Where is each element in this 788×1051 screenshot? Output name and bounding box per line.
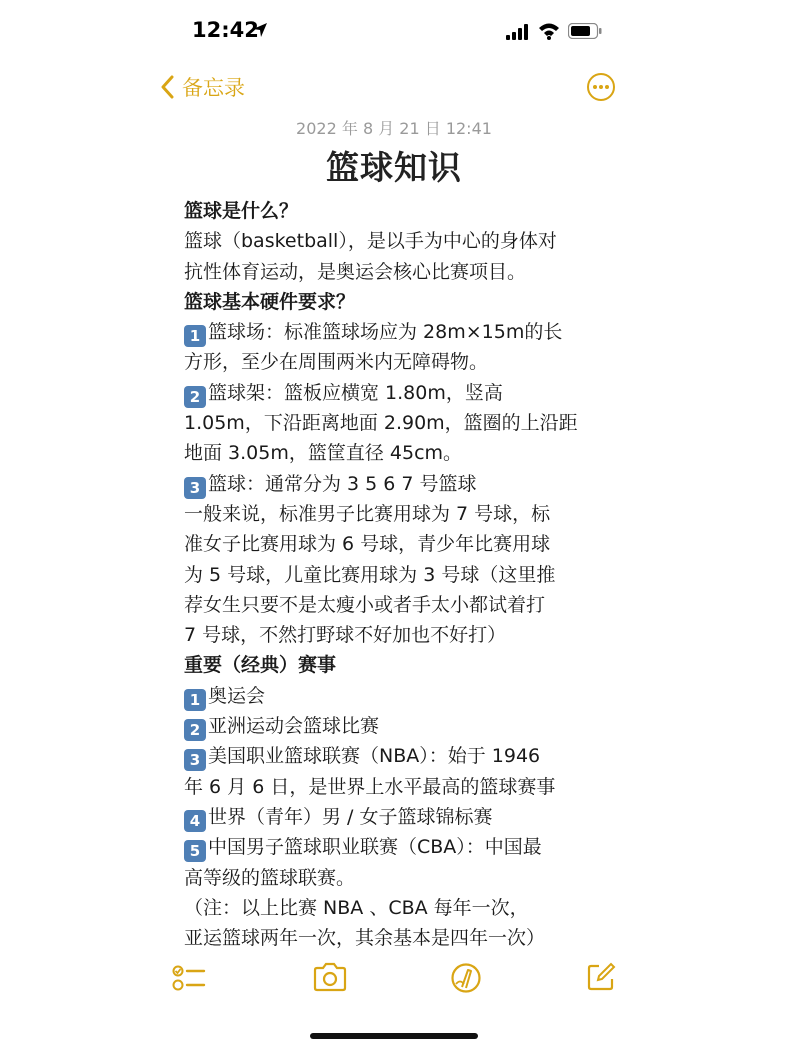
note-body[interactable] [184, 196, 614, 953]
keycap-number-icon: 1 [184, 325, 206, 347]
note-line [184, 347, 614, 377]
note-title[interactable]: 篮球知识 [326, 148, 462, 187]
location-arrow-icon [252, 22, 268, 42]
note-line-text: 准女子比赛用球为 6 号球，青少年比赛用球 [184, 533, 551, 556]
status-time: 12:42 [192, 18, 259, 42]
battery-icon [568, 23, 602, 43]
back-button[interactable] [160, 70, 245, 104]
note-line [184, 408, 614, 438]
markup-icon [450, 962, 482, 994]
note-line-text: 世界（青年）男 / 女子篮球锦标赛 [208, 805, 493, 828]
note-line [184, 438, 614, 468]
checklist-button[interactable] [172, 962, 206, 998]
more-options-button[interactable] [586, 72, 616, 106]
note-line [184, 590, 614, 620]
note-line-text: 中国男子篮球职业联赛（CBA）：中国最 [208, 836, 542, 859]
camera-button[interactable] [312, 962, 348, 996]
note-line [184, 317, 614, 347]
note-date: 2022 年 8 月 21 日 12:41 [296, 119, 492, 138]
bottom-toolbar [0, 962, 788, 1002]
note-line [184, 923, 614, 953]
note-line [184, 772, 614, 802]
keycap-number-icon: 3 [184, 477, 206, 499]
note-line [184, 226, 614, 256]
note-line-text: （注：以上比赛 NBA 、CBA 每年一次， [184, 896, 529, 919]
note-line [184, 681, 614, 711]
note-line-text: 篮球基本硬件要求？ [184, 290, 356, 313]
keycap-number-icon: 1 [184, 689, 206, 711]
home-indicator [310, 1033, 478, 1039]
compose-button[interactable] [586, 962, 616, 996]
note-line-text: 篮球架：篮板应横宽 1.80m，竖高 [208, 381, 503, 404]
camera-icon [312, 962, 348, 992]
note-line [184, 802, 614, 832]
note-line-text: 奥运会 [208, 684, 266, 707]
note-line [184, 650, 614, 680]
note-line-text: 篮球（basketball），是以手为中心的身体对 [184, 230, 557, 253]
note-line-text: 亚运篮球两年一次，其余基本是四年一次） [184, 927, 546, 950]
note-line-text: 篮球：通常分为 3 5 6 7 号篮球 [208, 472, 477, 495]
keycap-number-icon: 4 [184, 810, 206, 832]
note-line [184, 893, 614, 923]
note-line [184, 378, 614, 408]
keycap-number-icon: 2 [184, 719, 206, 741]
chevron-left-icon [160, 75, 174, 99]
note-line-text: 美国职业篮球联赛（NBA）：始于 1946 [208, 745, 541, 768]
note-line [184, 287, 614, 317]
note-line-text: 地面 3.05m，篮筐直径 45cm。 [184, 442, 463, 465]
cellular-signal-icon [506, 24, 530, 44]
keycap-number-icon: 3 [184, 749, 206, 771]
note-line [184, 257, 614, 287]
keycap-number-icon: 2 [184, 386, 206, 408]
note-line [184, 499, 614, 529]
note-line [184, 469, 614, 499]
note-line [184, 196, 614, 226]
note-line-text: 荐女生只要不是太瘦小或者手太小都试着打 [184, 593, 546, 616]
markup-button[interactable] [450, 962, 482, 998]
note-line [184, 620, 614, 650]
note-line [184, 863, 614, 893]
note-line-text: 1.05m，下沿距离地面 2.90m，篮圈的上沿距 [184, 412, 578, 435]
wifi-icon [538, 22, 560, 44]
note-line-text: 重要（经典）赛事 [184, 654, 337, 677]
note-line [184, 741, 614, 771]
note-line [184, 560, 614, 590]
note-line-text: 7 号球，不然打野球不好加也不好打） [184, 624, 507, 647]
note-line-text: 亚洲运动会篮球比赛 [208, 715, 380, 738]
navigation-bar [0, 70, 788, 104]
note-line-text: 年 6 月 6 日，是世界上水平最高的篮球赛事 [184, 775, 556, 798]
note-line-text: 为 5 号球，儿童比赛用球为 3 号球（这里推 [184, 563, 556, 586]
compose-icon [586, 962, 616, 992]
ellipsis-circle-icon [586, 72, 616, 102]
note-line-text: 高等级的篮球联赛。 [184, 866, 356, 889]
note-line-text: 方形，至少在周围两米内无障碍物。 [184, 351, 489, 374]
status-bar [0, 0, 788, 64]
note-line-text: 一般来说，标准男子比赛用球为 7 号球，标 [184, 502, 551, 525]
note-line [184, 529, 614, 559]
note-line-text: 篮球是什么？ [184, 200, 299, 222]
note-line [184, 832, 614, 862]
note-line [184, 711, 614, 741]
checklist-icon [172, 962, 206, 994]
note-line-text: 篮球场：标准篮球场应为 28m×15m的长 [208, 321, 563, 344]
back-label: 备忘录 [182, 76, 245, 100]
note-line-text: 抗性体育运动，是奥运会核心比赛项目。 [184, 260, 527, 283]
keycap-number-icon: 5 [184, 840, 206, 862]
